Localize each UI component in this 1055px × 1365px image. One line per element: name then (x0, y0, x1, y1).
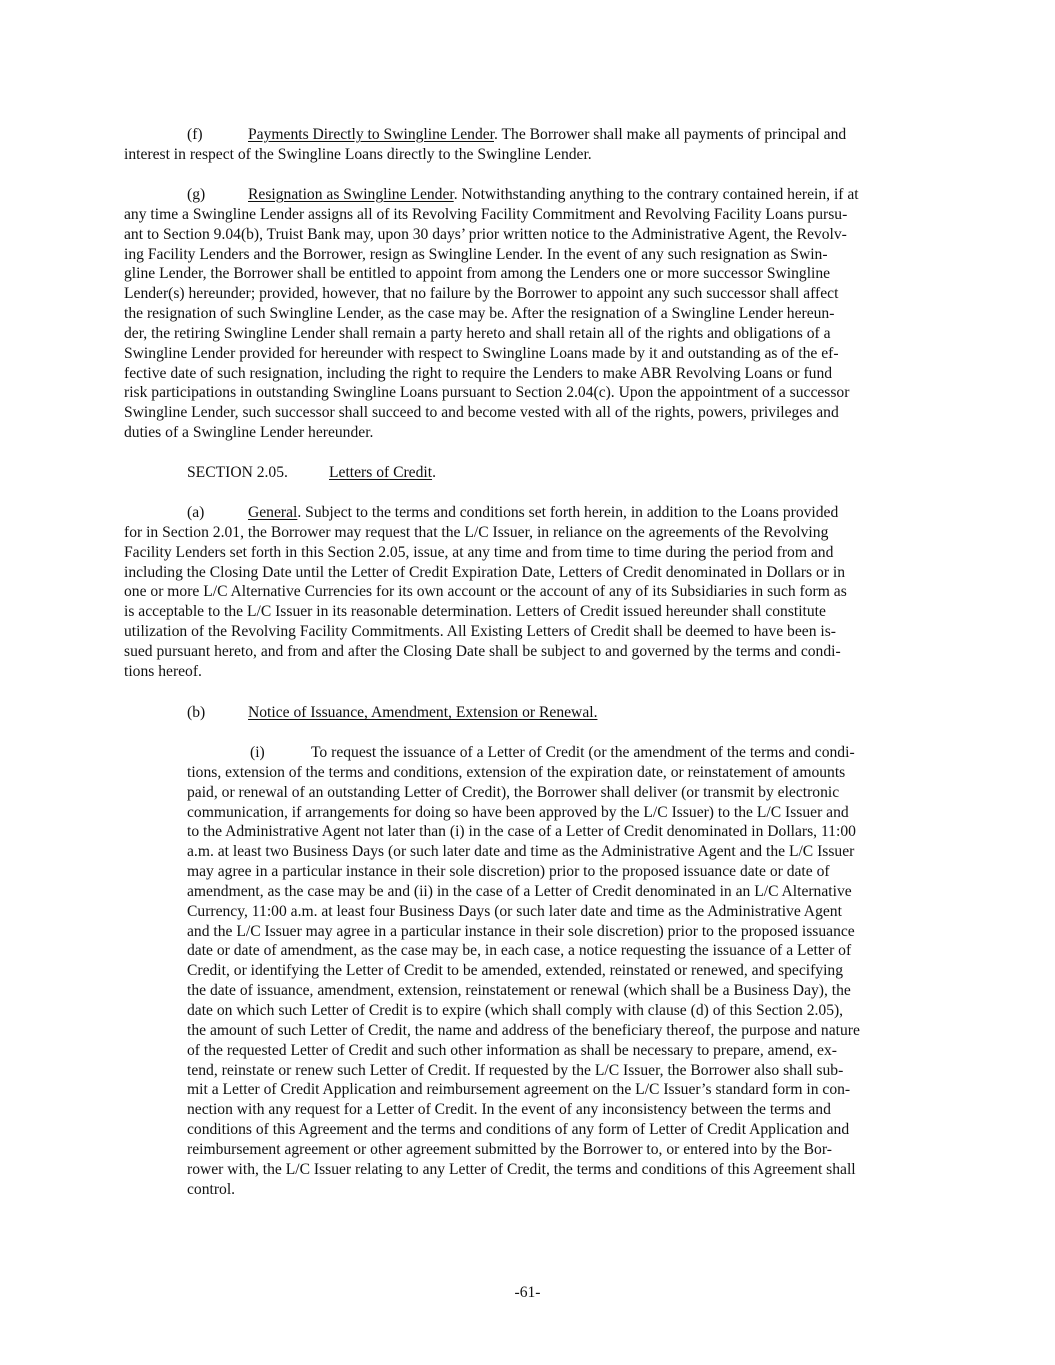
paragraph-g-line: ant to Section 9.04(b), Truist Bank may, upon 30 days’ prior written notice to the Administrative Agent, the Revolv- (124, 225, 847, 243)
paragraph-b-i-line: of the requested Letter of Credit and such other information as shall be necessary to prepare, amend, ex- (187, 1041, 837, 1059)
paragraph-b-i-line: date or date of amendment, as the case may be, in each case, a notice requesting the issuance of a Letter of (187, 942, 852, 960)
paragraph-f-heading: Payments Directly to Swingline Lender (248, 126, 494, 143)
paragraph-b-i-line: and the L/C Issuer may agree in a particular instance in their sole discretion) prior to the proposed issuance (187, 922, 855, 940)
paragraph-f-number: (f) (187, 126, 203, 143)
paragraph-a-line: sued pursuant hereto, and from and after the Closing Date shall be subject to and governed by the terms and condi- (124, 642, 841, 660)
paragraph-b-i-line: nection with any request for a Letter of Credit. In the event of any inconsistency between the terms and (187, 1101, 831, 1119)
paragraph-f-line: interest in respect of the Swingline Loans directly to the Swingline Lender. (124, 145, 592, 163)
section-heading: SECTION 2.05. Letters of Credit. (187, 464, 436, 481)
paragraph-b-i-line: tend, reinstate or renew such Letter of Credit. If requested by the L/C Issuer, the Borrower also shall sub- (187, 1061, 844, 1079)
paragraph-b-i-line: the amount of such Letter of Credit, the name and address of the beneficiary thereof, the purpose and nature (187, 1021, 860, 1039)
paragraph-b-i-line: communication, if arrangements for doing so have been approved by the L/C Issuer) to the L/C Issuer and (187, 803, 849, 821)
paragraph-b-i-line: mit a Letter of Credit Application and reimbursement agreement on the L/C Issuer’s standard form in con- (187, 1081, 851, 1099)
paragraph-g-heading: Resignation as Swingline Lender (248, 186, 454, 203)
paragraph-g-line: der, the retiring Swingline Lender shall remain a party hereto and shall retain all of the rights and obligations of a (124, 324, 831, 342)
paragraph-g-number: (g) (187, 186, 206, 203)
paragraph-g-line: (g) Resignation as Swingline Lender. Notwithstanding anything to the contrary contained herein, if at (187, 186, 859, 203)
paragraph-f-line: (f) Payments Directly to Swingline Lender. The Borrower shall make all payments of principal and (187, 126, 847, 143)
paragraph-b-i-line: reimbursement agreement or other agreement submitted by the Borrower to, or entered into by the Bor- (187, 1140, 832, 1158)
paragraph-g-line: risk participations in outstanding Swingline Loans pursuant to Section 2.04(c). Upon the appointment of a successor (124, 384, 850, 402)
paragraph-a-line: is acceptable to the L/C Issuer in its reasonable determination. Letters of Credit issued hereunder shall constitute (124, 603, 826, 621)
paragraph-b-i-line: a.m. at least two Business Days (or such later date and time as the Administrative Agent and the L/C Issuer (187, 843, 855, 861)
paragraph-a-line: tions hereof. (124, 662, 202, 680)
paragraph-b-i-line: may agree in a particular instance in their sole discretion) prior to the proposed issuance date or date of (187, 863, 830, 881)
paragraph-a-number: (a) (187, 504, 205, 521)
paragraph-b-i-line: rower with, the L/C Issuer relating to any Letter of Credit, the terms and conditions of this Agreement shall (187, 1160, 856, 1178)
paragraph-b-i-line: Credit, or identifying the Letter of Credit to be amended, extended, reinstated or renewed, and specifying (187, 962, 844, 980)
paragraph-b-i-line: paid, or renewal of an outstanding Letter of Credit), the Borrower shall deliver (or transmit by electronic (187, 783, 840, 801)
paragraph-g-line: the resignation of such Swingline Lender, as the case may be. After the resignation of a Swingline Lender hereun- (124, 305, 835, 323)
paragraph-g-line: Swingline Lender provided for hereunder with respect to Swingline Loans made by it and outstanding as of the ef- (124, 344, 839, 362)
paragraph-b-number: (b) (187, 704, 206, 721)
paragraph-b-i-line: amendment, as the case may be and (ii) in the case of a Letter of Credit denominated in an L/C Alternative (187, 882, 852, 900)
paragraph-a-line: one or more L/C Alternative Currencies for its own account or the account of any of its Subsidiaries in such form as (124, 583, 847, 601)
paragraph-b-i-line: Currency, 11:00 a.m. at least four Business Days (or such later date and time as the Administrative Agent (187, 902, 842, 920)
paragraph-b-i-line: date on which such Letter of Credit is to expire (which shall comply with clause (d) of this Section 2.05), (187, 1001, 844, 1019)
paragraph-b-i-line: (i) To request the issuance of a Letter of Credit (or the amendment of the terms and condi- (250, 744, 855, 761)
paragraph-g-line: ing Facility Lenders and the Borrower, resign as Swingline Lender. In the event of any such resignation as Swin- (124, 245, 828, 263)
page-number: -61- (514, 1284, 541, 1301)
paragraph-a-line: Facility Lenders set forth in this Section 2.05, issue, at any time and from time to time during the period from and (124, 543, 834, 561)
paragraph-g-line: gline Lender, the Borrower shall be entitled to appoint from among the Lenders one or more successor Swingline (124, 265, 831, 283)
paragraph-g-line: Lender(s) hereunder; provided, however, that no failure by the Borrower to appoint any such successor shall affect (124, 285, 839, 303)
paragraph-b-i-line: tions, extension of the terms and conditions, extension of the expiration date, or reinstatement of amounts (187, 763, 846, 781)
paragraph-b-i-line: the date of issuance, amendment, extension, reinstatement or renewal (which shall be a Business Day), the (187, 982, 851, 1000)
paragraph-b-i-line: control. (187, 1180, 236, 1198)
paragraph-b (124, 703, 934, 723)
paragraph-g-line: fective date of such resignation, including the right to require the Lenders to make ABR Revolving Loans or fund (124, 364, 833, 382)
paragraph-b-i-number: (i) (250, 744, 265, 761)
paragraph-a-line: for in Section 2.01, the Borrower may request that the L/C Issuer, in reliance on the agreements of the Revolving (124, 523, 829, 541)
paragraph-b-i-line: to the Administrative Agent not later than (i) in the case of a Letter of Credit denominated in Dollars, 11:00 (187, 823, 856, 841)
paragraph-g (124, 185, 934, 443)
paragraph-a-line: utilization of the Revolving Facility Commitments. All Existing Letters of Credit shall be deemed to have been is- (124, 623, 836, 641)
paragraph-a (124, 503, 934, 682)
paragraph-f (124, 125, 934, 165)
paragraph-g-line: any time a Swingline Lender assigns all of its Revolving Facility Commitment and Revolving Facility Loans pursu- (124, 205, 848, 223)
paragraph-b-heading: Notice of Issuance, Amendment, Extension or Renewal. (248, 704, 598, 721)
paragraph-a-line: (a) General. Subject to the terms and conditions set forth herein, in addition to the Loans provided (187, 504, 839, 521)
paragraph-b-i (187, 743, 934, 1199)
paragraph-b-i-line: conditions of this Agreement and the terms and conditions of any form of Letter of Credit Application and (187, 1121, 850, 1139)
section-title: Letters of Credit (329, 464, 433, 481)
paragraph-a-line: including the Closing Date until the Letter of Credit Expiration Date, Letters of Credit denominated in Dollars or in (124, 563, 846, 581)
section-number: SECTION 2.05. (187, 464, 288, 481)
paragraph-g-line: duties of a Swingline Lender hereunder. (124, 424, 374, 442)
paragraph-g-line: Swingline Lender, such successor shall succeed to and become vested with all of the rights, powers, privileges and (124, 404, 839, 422)
paragraph-a-heading: General (248, 504, 298, 521)
